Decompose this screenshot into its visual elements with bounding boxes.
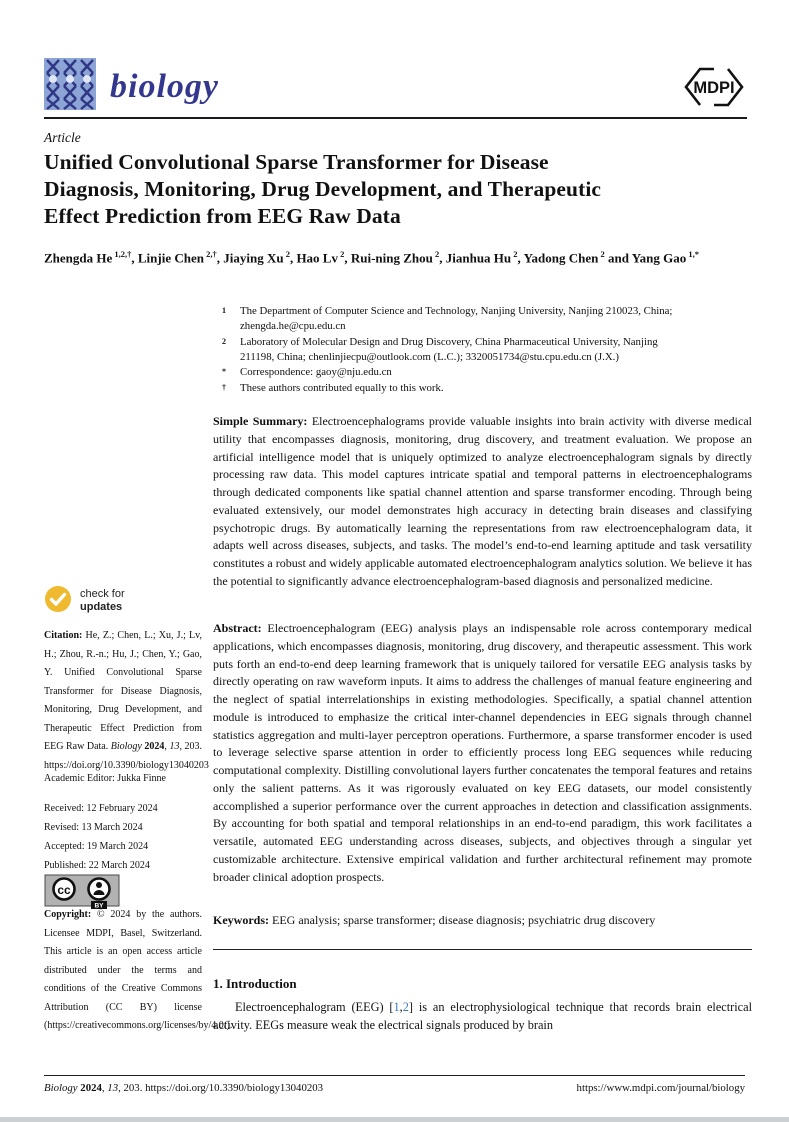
footer-citation: Biology 2024, 13, 203. https://doi.org/10.3390/biology13040203 xyxy=(44,1082,324,1094)
url-link[interactable]: https://doi.org/10.3390/biology13040203 xyxy=(44,759,209,771)
journal-name: biology xyxy=(110,67,219,105)
cc-icon: cc xyxy=(57,883,71,897)
footer-divider xyxy=(44,1075,745,1076)
authors-line: Zhengda He $^{1,2,\dagger}$, Linjie Chen $^{2,\dagger}$, Jiaying Xu $^2$, Hao Lv $^2$, Rui-ning Zhou $^2$, Jianhua Hu $^2$, Yadong Chen $^2$ and Yang Gao $^{1,*}$ xyxy=(44,249,699,266)
simple-summary: Simple Summary: Electroencephalograms provide valuable insights into brain activity with diverse medical utility that encompasses diagnosis, monitoring, drug discovery, and treatment evaluation. We propose an artificial intelligence model that is uniquely optimized to analyze electroencephalogram signals by directly processing raw data. This model captures intricate spatial and temporal patterns in electroencephalograms through dedicated components like spatial channel attention and sparse transformer encoding. Through being evaluated extensively, our model demonstrates high accuracy in detecting brain diseases and classifying psychotropic drugs. By automatically learning the representations from raw electroencephalogram data, it adapts well across diseases, subjects, and tasks. The model’s end-to-end learning aptitude and task versatility constitutes a robust and widely applicable automated electroencephalogram analytics solution. We believe it has the potential to significantly advance electroencephalogram-based diagnosis and personalized medicine. xyxy=(213,414,752,588)
author-affiliation-marker: 2,† xyxy=(203,249,217,259)
author-name: Jianhua Hu xyxy=(445,250,512,266)
introduction-paragraph: Electroencephalogram (EEG) [1,2] is an electrophysiological technique that records brain electrical activity. EEGs measure weak the electrical signals produced by brain xyxy=(213,1000,753,1033)
url-link[interactable]: https://doi.org/10.3390/biology13040203 xyxy=(145,1082,324,1094)
abstract-body-divider xyxy=(213,949,752,950)
author-affiliation-marker: 2 xyxy=(337,249,345,259)
academic-editor: Academic Editor: Jukka Finne xyxy=(44,773,166,784)
affiliation-text: Laboratory of Molecular Design and Drug Discovery, China Pharmaceutical University, Nanjing 211198, China; chenlinjiecpu@outlook.com (L.C.); 3320051734@stu.cpu.edu.cn (J.X.) xyxy=(240,335,658,363)
author-affiliation-marker: 2 xyxy=(598,249,605,259)
page-title xyxy=(44,149,744,230)
affiliation-text: Correspondence: gaoy@nju.edu.cn xyxy=(240,366,392,379)
author-name: Rui-ning Zhou xyxy=(350,250,433,266)
journal-header xyxy=(44,58,219,115)
check-for-updates-badge[interactable] xyxy=(44,585,202,616)
author-name: Zhengda He xyxy=(44,250,113,266)
check-for-updates-label: check for updates xyxy=(80,587,125,613)
affiliations-block xyxy=(222,304,742,396)
author-name: Linjie Chen xyxy=(137,250,204,266)
author-affiliation-marker: 2 xyxy=(432,249,440,259)
citation-block: Citation: He, Z.; Chen, L.; Xu, J.; Lv, H.; Zhou, R.-n.; Hu, J.; Chen, Y.; Gao, Y. Unified Convolutional Sparse Transformer for Disease Diagnosis, Monitoring, Drug Development, and Therapeutic Effect Prediction from EEG Raw Data. Biology 2024, 13, 203. https://doi.org/10.3390/biology13040203 xyxy=(44,630,209,771)
page-footer xyxy=(44,1082,745,1094)
abstract: Abstract: Electroencephalogram (EEG) analysis plays an indispensable role across contemporary medical applications, which encompasses diagnosis, monitoring, drug discovery, and therapeutic assessment. This work puts forth an end-to-end deep learning framework that is uniquely tailored for versatile EEG analysis tasks by directly operating on raw waveform inputs. It aims to address the challenges of manual feature engineering and the neglect of spatial interrelationships in existing methodologies. Specifically, a spatial channel attention module is introduced to emphasize the critical inter-channel dependencies in EEG signals through channel statistics aggregation and multi-layer perceptron operations. Furthermore, a sparse transformer encoder is used to leverage selective sparse attention in order to efficiently process long EEG sequences while reducing computational complexity. Distilling convolutional layers further concatenates the temporal features and retains only the salient patterns. As it was rigorously evaluated on key EEG datasets, our model consistently accomplished a superior performance over the current approaches in detection and classification assignments. By accounting for both spatial and temporal relationships in an end-to-end paradigm, this work facilitates a versatile, automated EEG understanding across diseases, subjects, and objectives through a singular yet customizable architecture. Extensive empirical validation and further architectural refinement may promote broader clinical adoption prospects. xyxy=(213,621,752,884)
author-affiliation-marker: 2 xyxy=(283,249,290,259)
history-date-line: Received: 12 February 2024 xyxy=(44,803,158,814)
article-type-label: Article xyxy=(44,130,81,145)
history-date-line: Revised: 13 March 2024 xyxy=(44,822,143,833)
affiliation-marker: * xyxy=(222,367,226,377)
title-line: Diagnosis, Monitoring, Drug Development, and Therapeutic xyxy=(44,177,602,202)
author-affiliation-marker: 1,2,† xyxy=(112,249,132,259)
footer-journal-url[interactable]: https://www.mdpi.com/journal/biology xyxy=(576,1082,745,1094)
affiliation-row xyxy=(222,304,742,335)
affiliation-row xyxy=(222,381,742,396)
history-date-line: Published: 22 March 2024 xyxy=(44,860,150,871)
author-name: Yadong Chen xyxy=(523,250,599,266)
affiliation-row xyxy=(222,365,742,380)
check-circle-icon xyxy=(44,585,72,616)
affiliation-row xyxy=(222,335,742,366)
reference-link[interactable]: 1 xyxy=(393,1000,400,1014)
reference-link[interactable]: 2 xyxy=(402,1000,409,1014)
affiliation-marker: 1 xyxy=(222,306,226,315)
mdpi-logo[interactable] xyxy=(681,66,747,113)
author-name: Jiaying Xu xyxy=(223,250,284,266)
author-affiliation-marker: 1,* xyxy=(686,249,699,259)
affiliation-marker: 2 xyxy=(222,336,226,346)
header-divider xyxy=(44,117,747,119)
affiliation-text: The Department of Computer Science and Technology, Nanjing University, Nanjing 210023, China; zhengda.he@cpu.edu.cn xyxy=(240,305,673,333)
author-name: Yang Gao xyxy=(631,250,687,266)
keywords: Keywords: EEG analysis; sparse transformer; disease diagnosis; psychiatric drug discovery xyxy=(213,913,656,927)
copyright-block: Copyright: © 2024 by the authors. Licensee MDPI, Basel, Switzerland. This article is an open access article distributed under the terms and conditions of the Creative Commons Attribution (CC BY) license (https://creativecommons.org/licenses/by/4.0/). xyxy=(44,909,233,1031)
affiliation-marker: † xyxy=(222,382,226,392)
by-icon: BY xyxy=(94,902,104,910)
history-date-line: Accepted: 19 March 2024 xyxy=(44,841,149,852)
affiliation-text: These authors contributed equally to this work. xyxy=(240,381,444,394)
mdpi-logo-text: MDPI xyxy=(693,79,735,97)
title-line: Effect Prediction from EEG Raw Data xyxy=(44,204,401,229)
title-line: Unified Convolutional Sparse Transformer for Disease xyxy=(44,150,549,174)
author-affiliation-marker: 2 xyxy=(511,249,518,259)
section-heading-introduction: 1. Introduction xyxy=(213,976,297,991)
history-dates xyxy=(44,799,202,875)
author-name: Hao Lv xyxy=(296,250,338,266)
biology-journal-logo-icon[interactable] xyxy=(44,58,96,115)
bottom-edge-strip xyxy=(0,1117,789,1122)
